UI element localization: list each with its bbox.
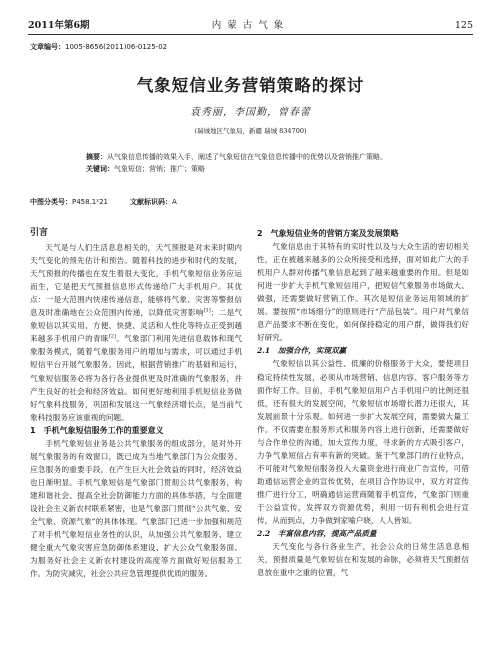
intro-text-1: 天气是与人们生活息息相关的，天气预报是对未来时期内天气变化的预先估计和预告。随着科技的进步和时代的发展，天气预报的传播也在发生着很大变化，手机气象短信业务应运而生，它是把天气预报信息形式传递给广大手机用户。其优点：一是大范围内快速传递信息，能够将气象、灾害等警报信息及时准确地在公众范围内传递，以降低灾害影响 [30, 243, 242, 318]
abstract-text: 从气象信息传播的效果入手，阐述了气象短信在气象信息传播中的优势以及营销推广策略。 [107, 153, 387, 161]
section-2-1-paragraph: 气象短信以其公益性、低廉的价格服务于大众，要使项目稳定持续性发展，必须从市场营销、信息内容、客户服务等方面作好工作。目前，手机气象短信用户占手机用户的比例还很低，还有很大的发展空间，气象短信市场增长潜力还很大，其发展前景十分乐观。如何进一步扩大发展空间，需要做大量工作。不仅需要在服务形式和服务内容上进行创新，还需要做好与合作单位的沟通，加大宣传力度，寻求新的方式吸引客户，力争气象短信占有率有新的突破。鉴于气象部门的行业特点，不可能对气象短信服务投入大量资金进行商业广告宣传，可借助通信运营企业的宣传优势，在项目合作协议中，双方对宣传推广进行分工，明确通信运营商随着手机宣传，气象部门则重于公益宣传，发挥双方资源优势，利用一切有利机会进行宣传，从而到点，力争做到家喻户晓，人人皆知。 [257, 359, 469, 526]
right-column [257, 227, 469, 579]
article-number-value: 1005-8656(2011)06-0125-02 [65, 43, 168, 51]
citation-1: [1] [203, 307, 211, 314]
section-2-2-heading: 2.2 丰富信息内容，提高产品质量 [257, 529, 377, 539]
clc-value: P458.1²21 [72, 198, 108, 206]
article-number-label: 文章编号： [30, 43, 65, 51]
page-number: 125 [454, 20, 473, 31]
journal-name: 内蒙古气象 [211, 20, 290, 31]
abstract [86, 152, 461, 163]
intro-paragraph [30, 241, 242, 424]
doc-code-label: 文献标识码： [129, 198, 172, 206]
intro-text-3: 。气象部门利用先进信息载体和现气象服务模式，随着气象服务用户的增加与需求，可以通过手机短信平台开展气象服务。因此，根据营销推广的基础和运行，气象短信服务必将为各行各业提供更及时准确的气象服务，并产生良好的社会和经济效益。如何更好地利用手机短信业务做好气象科技服务，巩固和发展这一气象经济增长点，是当前气象科技服务应该重视的问题。 [30, 334, 243, 422]
left-column [30, 227, 242, 580]
keywords [86, 164, 461, 175]
citation-2: [2] [108, 333, 116, 340]
article-number [30, 42, 167, 52]
abstract-label: 摘要： [86, 153, 107, 161]
intro-heading: 引言 [30, 228, 49, 238]
section-2-paragraph: 气象信息由于其特有的实时性以及与大众生活的密切相关性，正在被越来越多的公众所接受和选择，面对如此广大的手机用户人群对传播气象信息起到了越来越重要的作用。但是如何进一步扩大手机气象短信用户，把短信气象服务市场做大、做强，还需要做好营销工作。其次是短信业务运用领域的扩展。要按照“市场细分”的原则进行“产品包装”。用户对气象信息产品要求不断在变化，如何保持稳定的用户群，做得我们好好研究。 [257, 242, 469, 343]
keywords-text: 气象短信；营销；推广；策略 [114, 165, 205, 173]
section-2-heading: 2 气象短信业务的营销方案及发展策略 [257, 229, 399, 238]
section-2-1-heading: 2.1 加强合作，实现双赢 [257, 346, 347, 356]
doc-code-value: A [171, 198, 177, 206]
section-1-paragraph: 手机气象短信业务是公共气象服务的组成部分，是对外开展气象服务的有效窗口，既已成为当地气象部门为公众服务、应急服务的重要手段，在产生巨大社会效益的同时，经济效益也日渐明显。手机气象短信是气象部门贯彻公共气象服务，构建和谐社会、提高全社会防御能力方面的具体举措，与全面建设社会主义新农村联系紧密，也是气象部门贯彻“公共气象、安全气象、资源气象”的具体体现。气象部门已进一步加强和规范了对手机气象短信业务性的认识，从加强公共气象服务、建立健全重大气象灾害应急防御体系建设、扩大公众气象服务面、为服务好社会主义新农村建设的高度等方面做好短信服务工作。为防灾减灾，社会公共应急管理提供优质的服务。 [30, 438, 242, 579]
issue-label: 2011年第6期 [28, 20, 90, 31]
intro-text-2: ；二是气象短信以其实用、方便、快捷、灵活和人性化等特点正受到越来越多手机用户的青睐 [30, 308, 243, 344]
clc-label: 中图分类号： [30, 198, 72, 206]
classification-line [30, 197, 471, 207]
paper-authors: 袁秀丽，李国勤，曾春蕾 [190, 107, 311, 118]
running-head [28, 18, 473, 35]
keywords-label: 关键词： [86, 165, 114, 173]
paper-title: 气象短信业务营销策略的探讨 [136, 76, 365, 95]
section-2-2-paragraph: 天气变化与各行各业生产，社会公众的日常生活息息相关，预报质量是气象短信在和发展的命脉，必须将天气预报信息放在重中之重的位置，气 [257, 542, 469, 578]
section-1-heading: 1 手机气象短信服务工作的重要意义 [30, 425, 164, 435]
author-affiliation: (瑞城地区气象局，新疆 瑞城 834700) [194, 127, 307, 135]
